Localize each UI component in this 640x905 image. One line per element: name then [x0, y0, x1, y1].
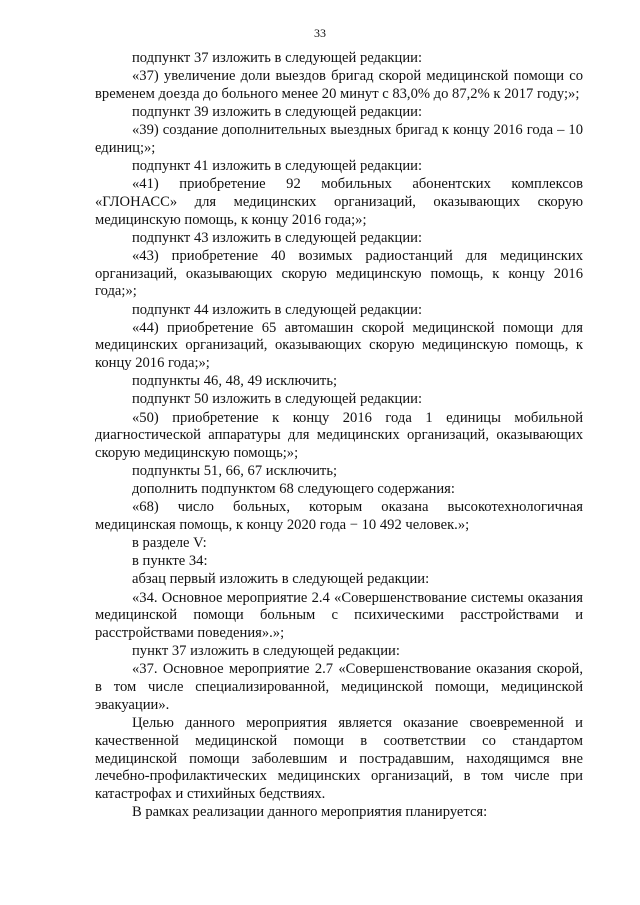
paragraph: подпункт 41 изложить в следующей редакции: [132, 157, 423, 174]
paragraph: в разделе V: [132, 535, 207, 552]
paragraph: подпункт 43 изложить в следующей редакции: [132, 229, 423, 246]
paragraph: в пункте 34: [132, 553, 208, 570]
paragraph: Целью данного мероприятия является оказание своевременной и качественной медицинской помощи в соответствии со стандартом медицинской помощи заболевшим и пострадавшим, находящимся вне лечебно-профилактических медицинских организаций, в том числе при катастрофах и стихийных бедствиях. [95, 715, 583, 803]
paragraph: «37. Основное мероприятие 2.7 «Совершенствование оказания скорой, в том числе специализированной, медицинской помощи, медицинской эвакуации». [95, 661, 583, 713]
paragraph: «39) создание дополнительных выездных бригад к концу 2016 года – 10 единиц;»; [95, 122, 583, 156]
paragraph: подпункт 44 изложить в следующей редакции: [132, 301, 423, 318]
paragraph: пункт 37 изложить в следующей редакции: [132, 643, 400, 660]
paragraph: «50) приобретение к концу 2016 года 1 единицы мобильной диагностической аппаратуры для медицинских организаций, оказывающих скорую медицинскую помощь;»; [95, 409, 583, 462]
paragraph: В рамках реализации данного мероприятия планируется: [132, 804, 488, 821]
paragraph: дополнить подпунктом 68 следующего содержания: [132, 481, 455, 498]
paragraph: «44) приобретение 65 автомашин скорой медицинской помощи для медицинских организаций, оказывающих скорую медицинскую помощь, к концу 2016 года;»; [95, 319, 583, 372]
page-number: 33 [314, 26, 326, 40]
document-body [95, 50, 583, 822]
paragraph: «43) приобретение 40 возимых радиостанций для медицинских организаций, оказывающих скорую медицинскую помощь, к концу 2016 года;»; [95, 247, 583, 300]
paragraph: абзац первый изложить в следующей редакции: [132, 571, 430, 588]
paragraph: подпункты 46, 48, 49 исключить; [132, 373, 338, 390]
paragraph: подпункт 50 изложить в следующей редакции: [132, 391, 423, 408]
paragraph: «41) приобретение 92 мобильных абонентских комплексов «ГЛОНАСС» для медицинских организаций, оказывающих скорую медицинскую помощь, к концу 2016 года;»; [95, 176, 583, 228]
paragraph: подпункт 39 изложить в следующей редакции: [132, 103, 423, 120]
paragraph: «68) число больных, которым оказана высокотехнологичная медицинская помощь, к концу 2020 года − 10 492 человек.»; [95, 499, 583, 534]
paragraph: «34. Основное мероприятие 2.4 «Совершенствование системы оказания медицинской помощи больным с психическими расстройствами и расстройствами поведения».»; [95, 589, 583, 642]
paragraph: подпункт 37 изложить в следующей редакции: [132, 50, 423, 66]
paragraph: подпункты 51, 66, 67 исключить; [132, 463, 338, 480]
paragraph: «37) увеличение доли выездов бригад скорой медицинской помощи со временем доезда до больного менее 20 минут с 83,0% до 87,2% к 2017 году;»; [95, 68, 583, 102]
